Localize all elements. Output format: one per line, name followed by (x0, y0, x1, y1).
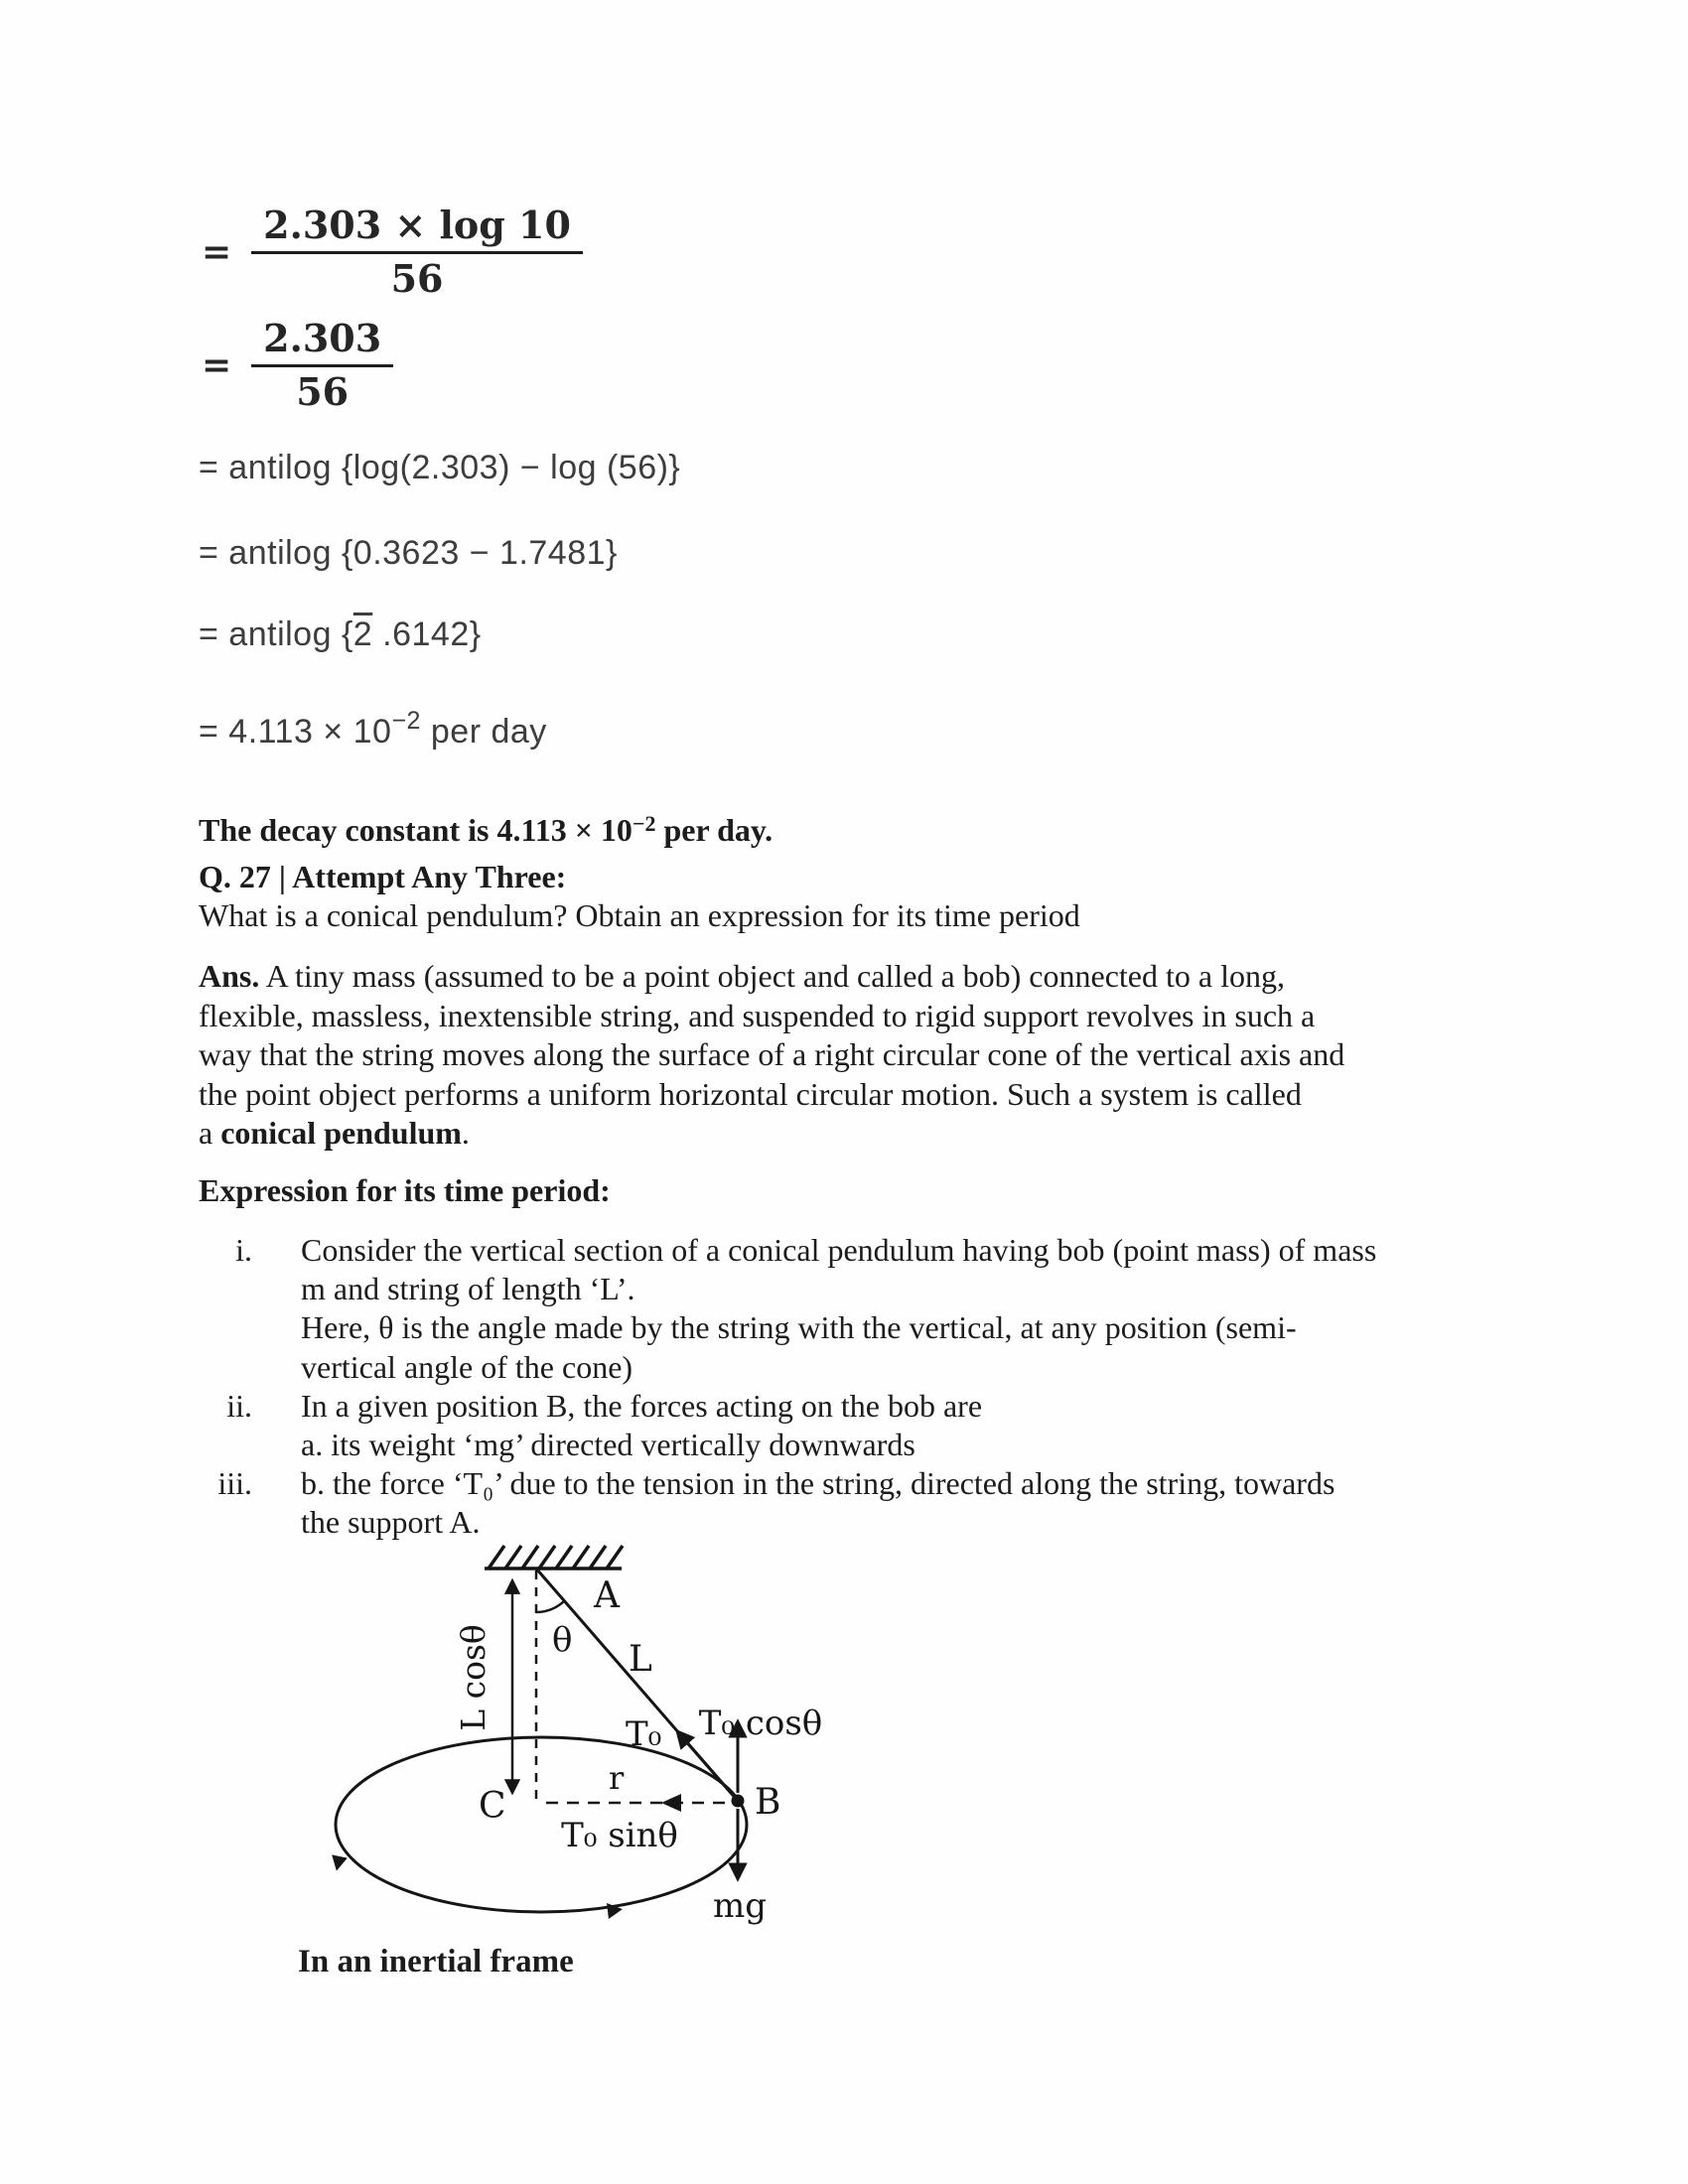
answer-label: Ans. (199, 958, 260, 994)
expression-heading: Expression for its time period: (199, 1172, 611, 1208)
list-line: m and string of length ‘L’. (301, 1271, 635, 1307)
fraction-numerator: 2.303 × log 10 (251, 205, 583, 254)
center-point-label: C (479, 1786, 506, 1827)
tension-label: T₀ (626, 1714, 662, 1754)
list-numeral: i. (235, 1232, 252, 1268)
fraction (251, 318, 393, 413)
list-line: b. the force ‘T₀’ due to the tension in the string, directed along the string, towards (301, 1465, 1336, 1502)
decay-suffix: per day. (655, 812, 774, 848)
steps-list (199, 1231, 1376, 1543)
radius-label: r (609, 1759, 625, 1797)
answer-line-5 (199, 1114, 1344, 1154)
answer-line-4: the point object performs a uniform horizontal circular motion. Such a system is called (199, 1075, 1302, 1112)
result-prefix: = 4.113 × 10 (199, 713, 392, 751)
equation-fraction-1 (202, 205, 583, 300)
equation-antilog-1: = antilog {log(2.303) − log (56)} (199, 449, 681, 486)
antilog3-prefix: = antilog { (199, 615, 353, 653)
answer-line-5-bold: conical pendulum (220, 1115, 462, 1151)
list-item-lines (301, 1387, 982, 1464)
string-length-label: L (629, 1639, 652, 1680)
question-heading: Q. 27 | Attempt Any Three: (199, 859, 567, 894)
list-line: Consider the vertical section of a conical pendulum having bob (point mass) of mass (301, 1232, 1377, 1268)
list-item-lines (301, 1231, 1376, 1387)
equals-sign: = (202, 343, 232, 386)
antilog3-suffix: .6142} (372, 615, 482, 653)
ceiling-support (485, 1546, 623, 1569)
bob-point (732, 1795, 745, 1808)
list-line: Here, θ is the angle made by the string with the vertical, at any position (semi- (301, 1309, 1297, 1346)
support-point-label: A (594, 1575, 620, 1616)
question-text: What is a conical pendulum? Obtain an expression for its time period (199, 897, 1080, 933)
fraction-numerator: 2.303 (251, 318, 393, 367)
diagram-caption: In an inertial frame (298, 1944, 574, 1979)
theta-angle-arc (536, 1601, 564, 1612)
list-item-i (199, 1231, 1376, 1387)
result-exponent: −2 (391, 707, 421, 735)
fraction (251, 205, 583, 300)
list-item-lines (301, 1464, 1335, 1542)
answer-line-5-pre: a (199, 1115, 221, 1151)
bob-label: B (755, 1782, 781, 1823)
answer-line-1 (199, 957, 1344, 997)
circular-path (336, 1737, 747, 1912)
equation-result (199, 707, 547, 751)
result-suffix: per day (420, 713, 547, 751)
path-direction-arrow-left (329, 1854, 348, 1872)
theta-label: θ (552, 1620, 573, 1660)
tension-horizontal-component-arrowhead (661, 1794, 681, 1812)
list-numeral: ii. (226, 1387, 252, 1424)
list-line: vertical angle of the cone) (301, 1348, 633, 1385)
list-line: In a given position B, the forces acting on the bob are (301, 1387, 983, 1424)
list-line: the support A. (301, 1504, 481, 1541)
equation-fraction-2 (202, 318, 393, 413)
fraction-denominator: 56 (390, 255, 444, 301)
list-numeral: iii. (217, 1465, 252, 1502)
weight-label: mg (712, 1886, 768, 1926)
tension-cos-label: T₀ cosθ (698, 1704, 823, 1743)
answer-line-1-text: A tiny mass (assumed to be a point object and called a bob) connected to a long, (259, 958, 1285, 994)
tension-sin-label: T₀ sinθ (561, 1816, 678, 1855)
height-label: L cosθ (454, 1624, 492, 1731)
answer-line-5-post: . (461, 1115, 470, 1151)
decay-exponent: −2 (632, 811, 656, 836)
equals-sign: = (202, 230, 232, 273)
antilog3-barred-digit: 2 (352, 615, 373, 653)
decay-prefix: The decay constant is 4.113 × 10 (199, 812, 633, 848)
answer-line-2: flexible, massless, inextensible string, and suspended to rigid support revolves in such a (199, 997, 1316, 1033)
list-line: a. its weight ‘mg’ directed vertically downwards (301, 1427, 915, 1463)
decay-constant-statement (199, 804, 773, 851)
list-item-ii (199, 1387, 1376, 1464)
list-item-iii (199, 1464, 1376, 1542)
conical-pendulum-diagram (328, 1539, 844, 1936)
equation-antilog-2: = antilog {0.3623 − 1.7481} (199, 534, 618, 572)
equation-antilog-3 (199, 615, 482, 654)
fraction-denominator: 56 (296, 368, 350, 414)
answer-paragraph (199, 957, 1344, 1154)
answer-line-3: way that the string moves along the surface of a right circular cone of the vertical axis and (199, 1036, 1345, 1072)
